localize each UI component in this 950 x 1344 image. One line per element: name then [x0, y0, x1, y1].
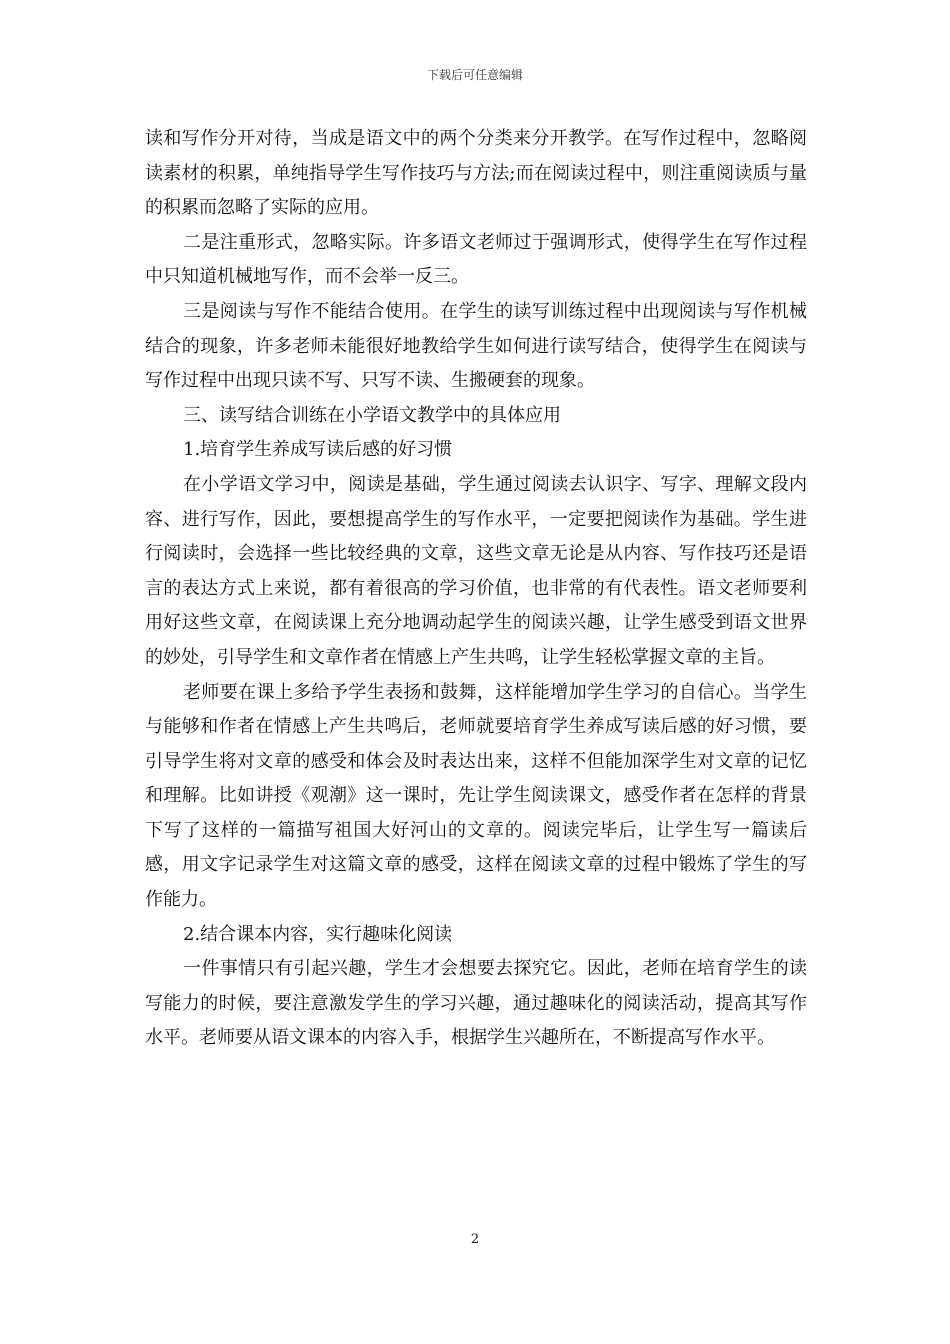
- page-header: 下载后可任意编辑: [426, 68, 523, 82]
- subsection-heading-1: 1.培育学生养成写读后感的好习惯: [183, 439, 453, 461]
- paragraph-point-three: 三是阅读与写作不能结合使用。在学生的读写训练过程中出现阅读与写作机械结合的现象，许多老师未能很好地教给学生如何进行读写结合，使得学生在阅读与写作过程中出现只读不写、只写不读、生搬硬套的现象。: [145, 300, 807, 392]
- paragraph-teacher-encouragement: 老师要在课上多给予学生表扬和鼓舞，这样能增加学生学习的自信心。当学生与能够和作者在情感上产生共鸣后，老师就要培育学生养成写读后感的好习惯，要引导学生将对文章的感受和体会及时表达出来，这样不但能加深学生对文章的记忆和理解。比如讲授《观潮》这一课时，先让学生阅读课文，感受作者在怎样的背景下写了这样的一篇描写祖国大好河山的文章的。阅读完毕后，让学生写一篇读后感，用文字记录学生对这篇文章的感受，这样在阅读文章的过程中锻炼了学生的写作能力。: [145, 681, 807, 911]
- paragraph-point-two: 二是注重形式，忽略实际。许多语文老师过于强调形式，使得学生在写作过程中只知道机械地写作，而不会举一反三。: [145, 231, 807, 288]
- document-body: [145, 122, 807, 1056]
- section-heading: 三、读写结合训练在小学语文教学中的具体应用: [183, 404, 561, 426]
- page-number: 2: [470, 1232, 480, 1247]
- paragraph-continuation: 读和写作分开对待，当成是语文中的两个分类来分开教学。在写作过程中，忽略阅读素材的积累，单纯指导学生写作技巧与方法;而在阅读过程中，则注重阅读质与量的积累而忽略了实际的应用。: [145, 128, 807, 219]
- subsection-heading-2: 2.结合课本内容，实行趣味化阅读: [183, 923, 453, 945]
- paragraph-reading-foundation: 在小学语文学习中，阅读是基础，学生通过阅读去认识字、写字、理解文段内容、进行写作，因此，要想提高学生的写作水平，一定要把阅读作为基础。学生进行阅读时，会选择一些比较经典的文章，这些文章无论是从内容、写作技巧还是语言的表达方式上来说，都有着很高的学习价值，也非常的有代表性。语文老师要利用好这些文章，在阅读课上充分地调动起学生的阅读兴趣，让学生感受到语文世界的妙处，引导学生和文章作者在情感上产生共鸣，让学生轻松掌握文章的主旨。: [145, 473, 807, 668]
- paragraph-interest-reading: 一件事情只有引起兴趣，学生才会想要去探究它。因此，老师在培育学生的读写能力的时候，要注意激发学生的学习兴趣，通过趣味化的阅读活动，提高其写作水平。老师要从语文课本的内容入手，根据学生兴趣所在，不断提高写作水平。: [145, 958, 807, 1049]
